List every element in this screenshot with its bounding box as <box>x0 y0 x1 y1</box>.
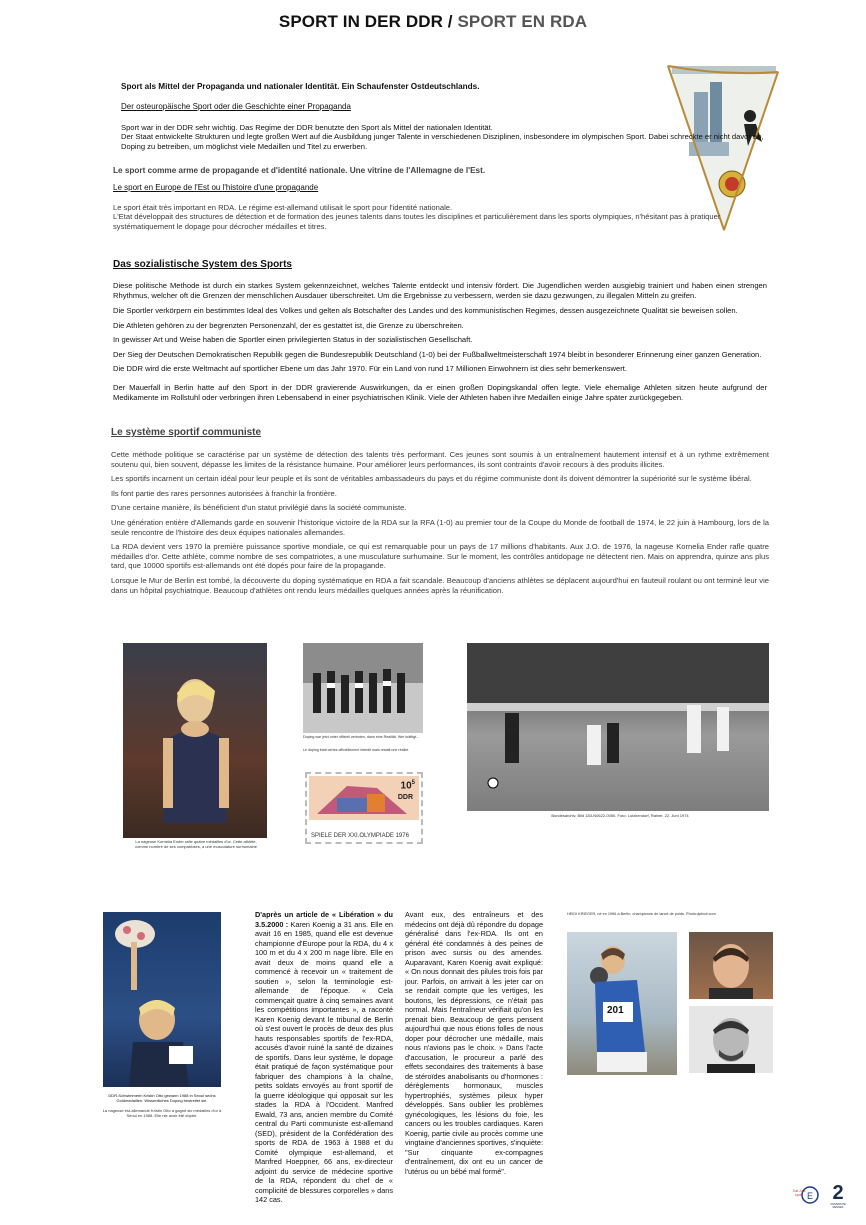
shot-bib: 201 <box>607 1005 624 1016</box>
intro-de-link[interactable]: Der osteuropäische Sport oder die Geschichte einer Propaganda <box>121 102 351 111</box>
football-caption: Bundesarchiv, Bild 183-N0622-0050. Foto: Lutzkendorf, Rainer. 22. Juni 1974 <box>551 813 689 818</box>
section-fr-p3: Ils font partie des rares personnes autorisées à franchir la frontière. <box>111 489 337 498</box>
portrait-photo-1 <box>689 932 773 999</box>
ender-photo <box>123 643 267 838</box>
section-de-p3: Die Athleten gehören zu der begrenzten Personenzahl, der es gestattet ist, die Grenze zu überschreiten. <box>113 321 464 330</box>
stamp-cents: 5 <box>411 780 415 786</box>
lycee-logo <box>792 1183 820 1207</box>
section-fr-p6: La RDA devient vers 1970 la première puissance sportive mondiale, ce qui est remarquable pour un pays de 17 millions d'habitants. Aux J.O. de 1976, la nageuse Kornelia Ender rafle quatre médailles d'or. Cette athlète, comme nombre de ses compatriotes, a une musculature surhumaine. Sur le moment, les contrôles antidopage ne détectent rien. Mais on apprendra, quinze ans plus tard, que 10000 sportifs est-allemands ont été dopés pour faire de la propagande. <box>111 542 769 571</box>
university-logo-number: 2 <box>832 1182 844 1204</box>
intro-fr-body-1: Le sport était très important en RDA. Le régime est-allemand utilisait le sport pour l'identité nationale. <box>113 203 453 212</box>
title-fr: SPORT EN RDA <box>457 12 588 31</box>
svg-text:E: E <box>807 1191 814 1201</box>
otto-caption-de: DDR-Schwimmerin Kristin Otto gewann 1988 in Seoul sechs Goldmedaillen. Wissentliches Doping bestreitet sie. <box>108 1093 216 1103</box>
intro-de-heading: Sport als Mittel der Propaganda und nationaler Identität. Ein Schaufenster Ostdeutschlands. <box>121 82 480 91</box>
otto-caption-fr: La nageuse est-allemande Kristin Otto a gagné six médailles d'or à Séoul en 1988. Elle nie avoir été dopée. <box>102 1108 222 1118</box>
section-fr-p2: Les sportifs incarnent un certain idéal pour leur peuple et ils sont de véritables ambassadeurs du pays et du régime communiste dont ils doivent démontrer la supériorité sur le système libéral. <box>111 474 752 483</box>
title-separator: / <box>442 12 458 31</box>
section-de-p5: Der Sieg der Deutschen Demokratischen Republik gegen die Bundesrepublik Deutschland (1-0) bei der Fußballweltmeisterschaft 1974 bleibt in besonderer Erinnerung einer ganzen Generation. <box>113 350 762 359</box>
stamp-country: DDR <box>397 794 413 801</box>
university-logo-text: UNIVERSITÉ RENNES <box>830 1203 846 1209</box>
section-de-title: Das sozialistische System des Sports <box>113 259 292 270</box>
intro-de-body-1: Sport war in der DDR sehr wichtig. Das Regime der DDR benutzte den Sport als Mittel der nationalen Identität. <box>121 123 493 132</box>
university-logo <box>826 1183 850 1209</box>
stamp-value: 10 <box>400 780 412 792</box>
section-fr-title: Le système sportif communiste <box>111 427 262 438</box>
section-fr-p7: Lorsque le Mur de Berlin est tombé, la découverte du doping systématique en RDA a fait scandale. Beaucoup d'anciens athlètes se déplacent aujourd'hui en fauteuil roulant ou ont terminé leur vie dans un hôpital psychiatrique. Beaucoup d'athlètes ont rendu leurs médailles quelques années après la réunification. <box>111 576 769 595</box>
olympic-stamp <box>305 772 423 844</box>
section-de-p7: Der Mauerfall in Berlin hatte auf den Sport in der DDR gravierende Auswirkungen, da er einen großen Dopingskandal offen legte. Viele ehemalige Athleten sitzen heute aufgrund der Medikamente im Rollstuhl oder verbringen ihren Lebensabend in einer psychiatrischen Klinik. Viele der Athleten haben ihre Medaillen einige Jahre später zurückgegeben. <box>113 383 767 402</box>
shotput-photo <box>567 932 677 1075</box>
article-lead: D'après un article de « Libération » du 3.5.2000 : <box>255 910 393 929</box>
section-fr-p5: Une génération entière d'Allemands garde en souvenir l'historique victoire de la RDA sur la RFA (1-0) au premier tour de la Coupe du Monde de football de 1974, le 22 juin à Hambourg, lors de la seule rencontre de l'histoire des deux équipes nationales allemandes. <box>111 518 769 537</box>
title-de: SPORT IN DER DDR <box>278 12 443 31</box>
intro-de-body-2: Der Staat entwickelte Strukturen und legte großen Wert auf die Ausbildung junger Talente in verschiedenen Disziplinen, insbesondere im olympischen Sport. Dabei schreckte er nicht davor ab, Doping zu betreiben, um möglichst viele Medaillen und Titel zu erwerben. <box>121 132 764 151</box>
intro-fr-link[interactable]: Le sport en Europe de l'Est ou l'histoire d'une propagande <box>113 183 319 192</box>
sprint-caption-fr: Le doping était certes officiellement interdit mais restait une réalité. <box>303 748 410 752</box>
section-de-p2: Die Sportler verkörpern ein bestimmtes Ideal des Volkes und gelten als Botschafter des Landes und des kommunistischen Regimes, dessen ausgezeichnete Qualität sie beweisen sollen. <box>113 306 738 315</box>
football-photo <box>467 643 769 811</box>
sprint-photo <box>303 643 423 733</box>
section-de-p6: Die DDR wird die erste Weltmacht auf sportlicher Ebene um das Jahr 1970. Für ein Land von rund 17 Millionen Einwohnern ist dies sehr bemerkenswert. <box>113 364 627 373</box>
article-col-1 <box>255 910 393 1205</box>
otto-photo <box>103 912 221 1087</box>
lycee-logo-text: Sud Jura Lycée <box>792 1189 806 1197</box>
section-fr-p4: D'une certaine manière, ils bénéficient d'un statut privilégié dans la société communiste. <box>111 503 407 512</box>
section-de-p4: In gewisser Art und Weise haben die Sportler einen privilegierten Status in der sozialistischen Gesellschaft. <box>113 335 473 344</box>
article-col-2: Avant eux, des entraîneurs et des médecins ont déjà dû répondre du dopage généralisé dans l'ex-RDA. Ils ont en général été condamnés à des peines de prison avec sursis ou des amendes. Auparavant, Karen Koenig avait expliqué: « On nous donnait des pilules trois fois par jour. Parfois, on arrivait à les jeter car on se rendait compte que les vertiges, les boutons, les dépressions, ce n'était pas normal. Mais l'entraîneur vérifiait qu'on les prenait bien. Beaucoup de gens pensent aujourd'hui que nous étions folles de nous doper pour décrocher une médaille, mais nous n'avions pas le choix. » Dans l'acte d'accusation, le procureur a parlé des effets secondaires des traitements à base de stéroïdes anabolisants ou d'hormones : dérèglements hormonaux, muscles hypertrophiés, systèmes pileux hyper développés. Sans oublier les problèmes gynécologiques, les lésions du foie, les cancers ou les troubles cardiaques. Karen Koenig, partie civile au procès comme une vingtaine d'anciennes sportives, s'inquiète: "Sur cinquante ex-compagnes d'entraînement, dix ont eu un cancer de l'utérus ou un bébé mal formé". <box>405 910 543 1176</box>
section-de-p1: Diese politische Methode ist durch ein starkes System gekennzeichnet, welches Talente entdeckt und intensiv fördert. Die Jugendlichen werden ausgiebig trainiert und haben einen strengen Rhythmus, welcher oft die Grenzen der menschlichen Ausdauer überschreitet. Um die Ergebnisse zu verbessern, werden sie dazu gezwungen, zu illegalen Mitteln zu greifen. <box>113 281 767 300</box>
article-col-1-body: Karen Koenig a 31 ans. Elle en avait 16 en 1985, quand elle est devenue championne d'Europe pour la RDA, du 4 x 100 m et du 4 x 200 m nage libre. Elle en avait deux de moins quand elle a commencé à recevoir un « traitement de soutien », selon la terminologie est-allemande de l'époque. « Cela commençait quatre à cinq semaines avant les compétitions importantes », a raconté Karen Koenig devant le tribunal de Berlin où s'est ouvert le procès de deux des plus hauts responsables sportifs de l'ex-RDA, accusés d'avoir ruiné la santé de dizaines de sportifs. Dans leur système, le dopage était pratiqué de façon systématique pour fabriquer des champions à la chaîne, petits soldats envoyés au front sportif de la guerre idéologique qui opposait sur les stades la RDA à l'Occident. Manfred Ewald, 73 ans, ancien membre du Comité central du Parti communiste est-allemand (SED), président de la Confédération des sports de RDA de 1963 à 1988 et du Comité olympique est-allemand, et Manfred Hoeppner, 66 ans, ex-directeur adjoint du service de médecine sportive de la RDA, répondent du chef de « complicité de blessures corporelles » dans 142 cas. <box>255 919 393 1204</box>
section-fr-p1: Cette méthode politique se caractérise par un système de détection des talents très performant. Ces jeunes sont soumis à un entraînement hautement intensif et à un rythme extrêmement soutenu qui, bien souvent, dépasse les limites de la résistance humaine. Pour améliorer leurs performances, ils sont contraints d'avoir recours à des produits illicites. <box>111 450 769 469</box>
sprint-caption-de: Doping war jetzt unter offiziell verboten, dann eine Realität. Wer kräftigt... <box>303 735 420 739</box>
shot-caption: HEIDI KRIEGER, né en 1966 à Berlin, championne de lancé de poids. Photo:dpfoot.com <box>567 912 716 916</box>
page-title <box>0 12 866 32</box>
portrait-photo-2 <box>689 1006 773 1073</box>
intro-fr-body-2: L'Etat développait des structures de détection et de formation des jeunes talents dans toutes les disciplines et particulièrement dans les sports olympiques, n'hésitant pas à pratiquer systématiquement le dopage pour décrocher médailles et titres. <box>113 212 721 231</box>
ender-caption: La nageuse Kornelia Ender rafle quatre médailles d'or. Cette athlète, comme nombre de ses compatriotes, a une musculature surhumaine <box>135 839 257 849</box>
intro-fr-heading: Le sport comme arme de propagande et d'identité nationale. Une vitrine de l'Allemagne de l'Est. <box>113 166 486 175</box>
stamp-text: SPIELE DER XXI.OLYMPIADE 1976 <box>311 833 409 839</box>
